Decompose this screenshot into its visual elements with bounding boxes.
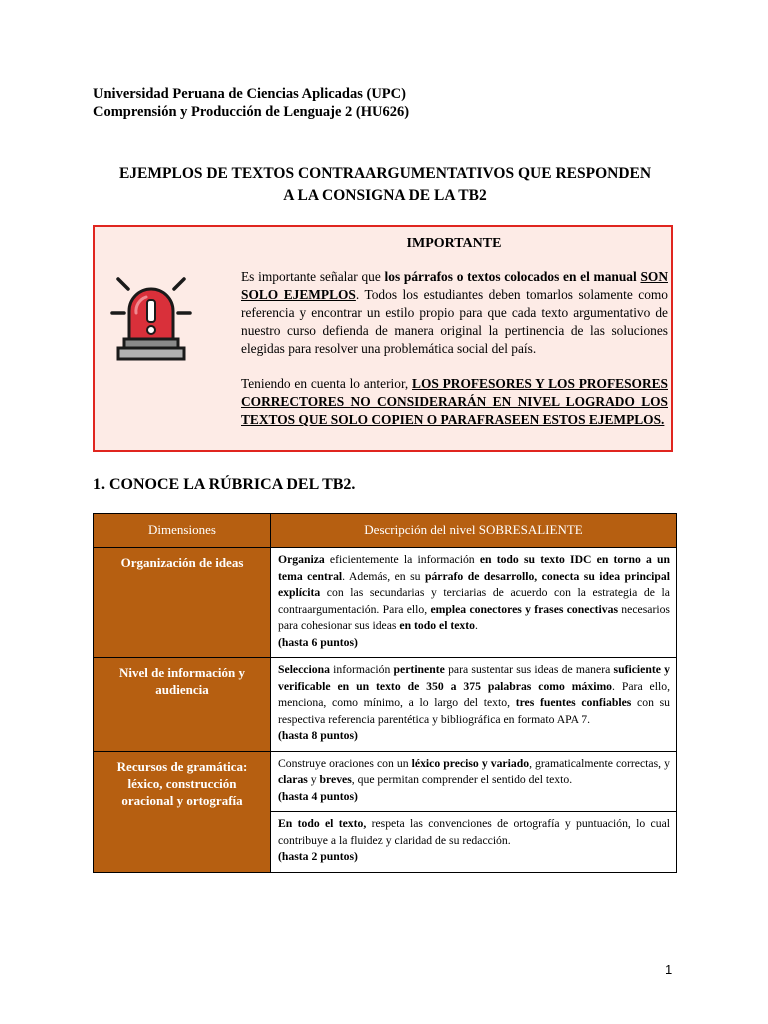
text-run: . Todos los estudiantes deben tomarlos solamente como referencia y encontrar un estilo propio para que cada texto argumentativo de nuestro curso defienda de manera original la pertinencia de las soluciones elegidas para resolver una problemática social del país. [241, 287, 669, 356]
bold-run: claras [278, 773, 308, 786]
important-text [241, 268, 668, 446]
important-notice-box [93, 225, 673, 452]
document-header [93, 85, 409, 121]
siren-alarm-icon [110, 269, 192, 367]
underlined-bold-run: SON SOLO EJEMPLOS [241, 269, 668, 302]
text-run: y [307, 773, 320, 786]
text-run: eficientemente la información [324, 553, 480, 566]
title-line-1: EJEMPLOS DE TEXTOS CONTRAARGUMENTATIVOS QUE RESPONDEN [118, 165, 652, 182]
description-cell [271, 812, 677, 873]
text-run: Construye oraciones con un [278, 756, 412, 770]
bold-run: En todo el texto, [278, 817, 367, 830]
text-run: con su respectiva referencia parentética y bibliográfica en formato APA 7. [278, 696, 670, 726]
bold-run: pertinente [393, 663, 445, 676]
bold-run: tres fuentes confiables [515, 696, 632, 709]
points-label: (hasta 6 puntos) [278, 635, 358, 649]
bold-run: suficiente y verificable en un texto de 350 a 375 palabras como máximo [278, 663, 671, 693]
course-name: Comprensión y Producción de Lenguaje 2 (HU626) [93, 104, 410, 120]
text-run: Es importante señalar que [241, 269, 385, 284]
text-run: información [329, 663, 394, 676]
section-title: 1. CONOCE LA RÚBRICA DEL TB2. [93, 476, 356, 493]
dimension-cell: Organización de ideas [94, 548, 271, 658]
document-title [93, 163, 677, 207]
table-row [94, 658, 677, 752]
bold-run: los párrafos o textos colocados en el manual [384, 269, 637, 284]
underlined-bold-run: LOS PROFESORES Y LOS PROFESORES CORRECTORES NO CONSIDERARÁN EN NIVEL LOGRADO LOS TEXTOS QUE SOLO COPIEN O PARAFRASEEN ESTOS EJEMPLOS. [241, 376, 668, 427]
table-row [94, 548, 677, 658]
bold-run: párrafo de desarrollo, conecta su idea principal explícita [278, 569, 670, 599]
bold-run: breves [319, 773, 352, 786]
bold-run: Organiza [278, 553, 325, 566]
text-run: , que permitan comprender el sentido del texto. [351, 773, 573, 786]
bold-run: en todo su texto IDC en torno a un tema central [278, 553, 670, 583]
points-label: (hasta 2 puntos) [278, 850, 358, 863]
points-label: (hasta 4 puntos) [278, 789, 358, 803]
points-label: (hasta 8 puntos) [278, 729, 358, 742]
text-run: . Para ello, menciona, como mínimo, a lo largo del texto, [278, 679, 670, 709]
text-run: Teniendo en cuenta lo anterior, [241, 376, 413, 391]
text-run: , gramaticalmente correctas, y [529, 756, 670, 770]
bold-run: en todo el texto [399, 619, 476, 632]
header-dimensions: Dimensiones [94, 514, 271, 548]
table-header-row [94, 514, 677, 548]
important-paragraph-2 [241, 375, 668, 429]
header-description: Descripción del nivel SOBRESALIENTE [271, 514, 677, 548]
dimension-cell: Recursos de gramática: léxico, construcción oracional y ortografía [94, 751, 271, 872]
rubric-table [93, 513, 677, 873]
title-line-2: A LA CONSIGNA DE LA TB2 [283, 187, 487, 204]
dimension-cell: Nivel de información y audiencia [94, 658, 271, 752]
text-run: con las secundarias y terciarias de acuerdo con la estrategia de la contraargumentación. Para ello, [278, 586, 670, 616]
text-run: . Además, en su [342, 569, 425, 583]
description-cell [271, 548, 677, 658]
table-row [94, 751, 677, 812]
description-cell [271, 751, 677, 812]
bold-run: Selecciona [278, 663, 330, 676]
important-paragraph-1 [241, 268, 668, 358]
page-number: 1 [665, 962, 673, 977]
bold-run: léxico preciso y variado [411, 756, 530, 770]
important-heading: IMPORTANTE [406, 236, 502, 251]
text-run: respeta las convenciones de ortografía y puntuación, lo cual contribuye a la fluidez y claridad de su redacción. [278, 817, 670, 847]
text-run: necesarios para cohesionar sus ideas [278, 602, 670, 632]
description-cell [271, 658, 677, 752]
text-run: . [475, 619, 478, 632]
university-name: Universidad Peruana de Ciencias Aplicadas (UPC) [93, 86, 406, 102]
bold-run: emplea conectores y frases conectivas [430, 602, 619, 616]
text-run: para sustentar sus ideas de manera [444, 663, 614, 676]
